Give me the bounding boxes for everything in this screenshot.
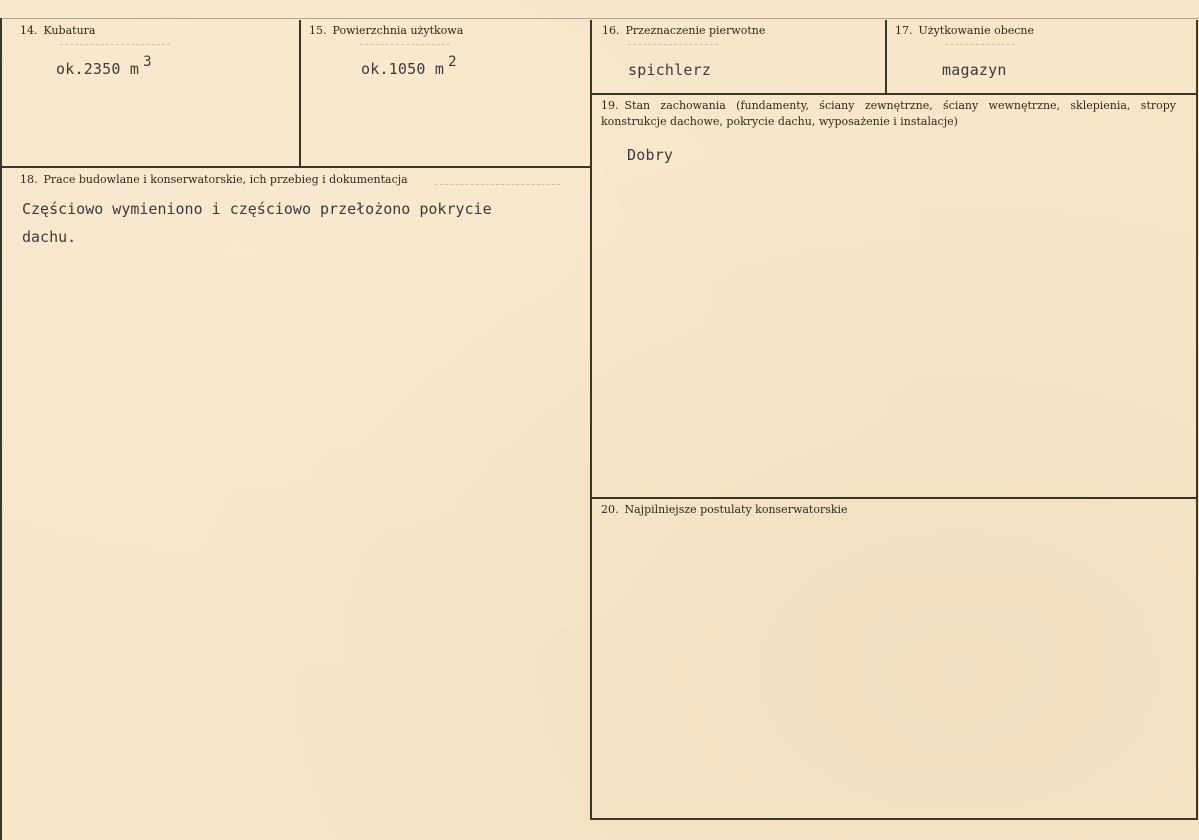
field-14-label [20, 23, 95, 39]
field-16-label [602, 23, 765, 39]
field-17-title: Użytkowanie obecne [918, 24, 1034, 37]
field-18-line-1: Częściowo wymieniono i częściowo przełożono pokrycie [22, 200, 492, 218]
faded-print-14 [60, 44, 170, 46]
field-14-value [56, 54, 152, 78]
faded-print-16 [628, 44, 718, 46]
faded-print-18 [435, 184, 560, 186]
kubatura-unit-exponent: 3 [143, 54, 152, 70]
field-15-value [361, 54, 457, 78]
field-18-value [22, 195, 492, 251]
field-15-number: 15. [309, 24, 327, 37]
kubatura-value: ok.2350 m [56, 60, 140, 78]
field-18-line-2: dachu. [22, 228, 77, 246]
divider-row-19-20 [592, 497, 1198, 499]
field-18-title: Prace budowlane i konserwatorskie, ich przebieg i dokumentacja [43, 173, 408, 186]
field-16-number: 16. [602, 24, 620, 37]
powierzchnia-unit-exponent: 2 [448, 54, 457, 70]
faded-print-15 [360, 44, 450, 46]
powierzchnia-value: ok.1050 m [361, 60, 445, 78]
divider-right-edge [1196, 20, 1198, 820]
field-20-label [601, 502, 848, 518]
field-18-number: 18. [20, 173, 38, 186]
faded-print-17 [945, 44, 1015, 46]
field-17-value: magazyn [942, 61, 1007, 79]
field-19-value: Dobry [627, 146, 674, 164]
field-20-number: 20. [601, 503, 619, 516]
divider-left-edge [0, 18, 2, 840]
divider-top [0, 18, 1199, 19]
divider-row-14-18 [2, 166, 592, 168]
field-14-title: Kubatura [43, 24, 96, 37]
divider-bottom-right [592, 818, 1198, 820]
field-20-title: Najpilniejsze postulaty konserwatorskie [624, 503, 848, 516]
divider-row-16-19 [592, 93, 1198, 95]
field-15-title: Powierzchnia użytkowa [332, 24, 464, 37]
divider-14-15 [299, 20, 301, 167]
field-16-title: Przeznaczenie pierwotne [625, 24, 766, 37]
field-19-number: 19. [601, 99, 619, 112]
field-15-label [309, 23, 463, 39]
field-16-value: spichlerz [628, 61, 712, 79]
field-17-label [895, 23, 1034, 39]
divider-center [590, 20, 592, 820]
field-17-number: 17. [895, 24, 913, 37]
field-19-label [601, 98, 1176, 130]
field-18-label [20, 172, 408, 188]
divider-16-17 [885, 20, 887, 94]
field-19-title: Stan zachowania (fundamenty, ściany zewnętrzne, ściany wewnętrzne, sklepienia, stropy konstrukcje dachowe, pokrycie dachu, wyposażenie i instalacje) [601, 99, 1176, 128]
field-14-number: 14. [20, 24, 38, 37]
